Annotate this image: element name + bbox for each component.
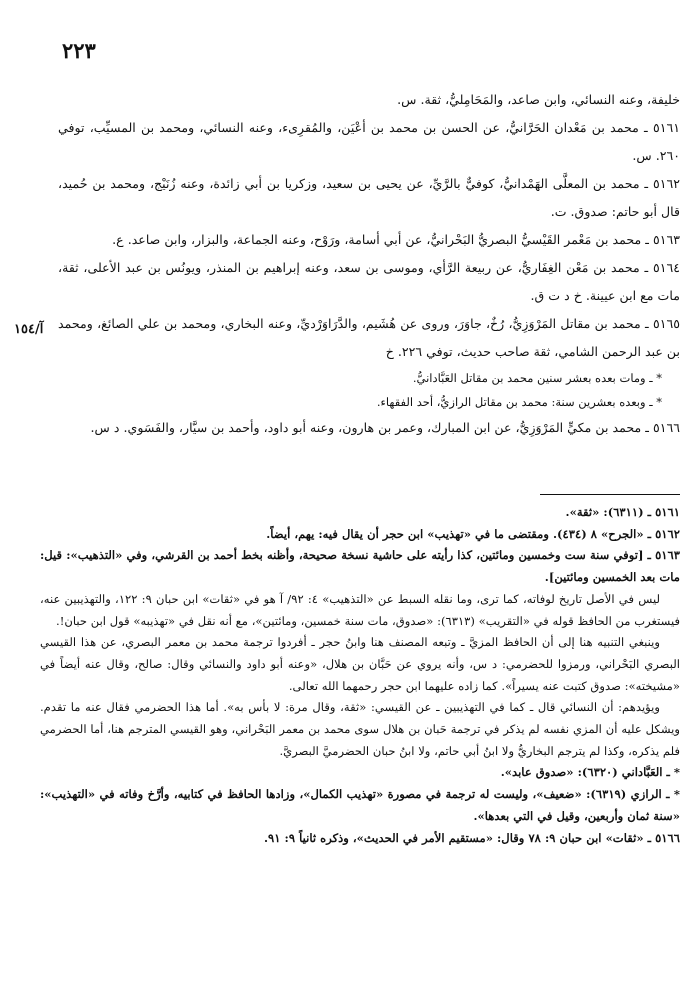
footnote-5166: ٥١٦٦ ـ «ثقات» ابن حبان ٩: ٧٨ وقال: «مستقيم الأمر في الحديث»، وذكره ثانياً ٩: ٩١.: [263, 830, 680, 845]
footnote-5163-para-1: ليس في الأصل تاريخ لوفاته، كما ترى، وما نقله السبط عن «التذهيب» ٤: ٩٢/ آ هو في «ثقات» ابن حبان ٩: ١٢٢، والتهذيبين عنه، فيستغرب من الحافظ قوله في «التقريب» (٦٣١٣): «صدوق، مات سنة خمسين، ومائتين»، مع أنه نقل في «تهذيبه» قول ابن حبان!.: [40, 591, 680, 628]
footnotes: [40, 502, 680, 849]
footnote-5163-para-3: ويؤيدهم: أن النسائي قال ـ كما في التهذيبين ـ عن القيسي: «ثقة، وقال مرة: لا بأس به». أما هذا الحضرمي فقال عنه ما تقدم. ويشكل عليه أن المزي نفسه لم يذكر في ترجمة حَبان بن هلال سوى محمد بن معمر البَحْراني، وهو القيسي المترجم هنا، أما الحضرمي فلم يذكره، وكذا لم يترجم البخاريُّ ولا ابنُ أبي حاتم، ولا ابنُ حبان الحضرميَّ البصريَّ.: [40, 700, 680, 758]
entry-5163: ٥١٦٣ ـ محمد بن مَعْمر القَيْسيُّ البصريُّ البَحْرانيُّ، عن أبي أسامة، ورَوْح، وعنه الجماعة، والبزار، وابن صاعد. ع.: [112, 232, 680, 247]
entry-5161: ٥١٦١ ـ محمد بن مَعْدان الحَرَّانيُّ، عن الحسن بن محمد بن أعْيَن، والمُقرِىء، وعنه النسائي، ومحمد بن المسيِّب، توفي ٢٦٠. س.: [58, 120, 680, 163]
footnote-5162: ٥١٦٢ ـ «الجرح» ٨ (٤٣٤). ومقتضى ما في «تهذيب» ابن حجر أن يقال فيه: يهم، أيضاً.: [266, 526, 680, 541]
entry-5166: ٥١٦٦ ـ محمد بن مكيٍّ المَرْوَزِيُّ، عن ابن المبارك، وعمر بن هارون، وعنه أبو داود، وأحمد بن سيَّار، والفَسَوي. د س.: [90, 420, 680, 435]
margin-folio-reference: آ/١٥٤: [14, 322, 44, 337]
entry-5165-note-1: * ـ ومات بعده بعشر سنين محمد بن مقاتل العَبَّادانيُّ.: [412, 371, 662, 385]
entry-continuation: خليفة، وعنه النسائي، وابن صاعد، والمَحَامِليُّ، ثقة. س.: [397, 92, 680, 107]
page-number: ٢٢٣: [62, 38, 96, 63]
footnote-5161: ٥١٦١ ـ (٦٣١١): «ثقة».: [565, 505, 680, 519]
footnote-divider: [540, 494, 680, 495]
footnote-5163-para-2: وينبغي التنبيه هنا إلى أن الحافظ المزيَّ ـ وتبعه المصنف هنا وابنُ حجر ـ أفردوا ترجمة محمد بن معمر البصري، عن هذا القيسي البصري البَحْراني، ورمزوا للحضرمي: د س، وأنه يروي عن حَبَّان بن هلال، «وعنه أبو داود والنسائي وقال: صالح، وقال عنه أيضاً في «مشيخته»: صدوق كتبت عنه يسيراً». كما زاده عليهما ابن حجر رحمهما الله تعالى.: [40, 635, 680, 693]
main-text: [58, 86, 680, 442]
footnote-5163: ٥١٦٣ ـ [توفي سنة ست وخمسين ومائتين، كذا رأيته على حاشية نسخة صحيحة، وأظنه بخط أحمد بن القرشي، وفي «التذهيب»: قيل: مات بعد الخمسين ومائتين].: [40, 548, 680, 585]
entry-5165-note-2: * ـ وبعده بعشرين سنة: محمد بن مقاتل الرازيُّ، أحد الفقهاء.: [376, 395, 662, 409]
footnote-razi: * ـ الرازي (٦٣١٩): «ضعيف»، وليست له ترجمة في مصورة «تهذيب الكمال»، وزادها الحافظ في كتابيه، وأرَّخ وفاته في «التهذيب»: «سنة ثمان وأربعين، وقيل في التي بعدها».: [40, 787, 680, 823]
entry-5164: ٥١٦٤ ـ محمد بن مَعْن الغِفَاريُّ، عن ربيعة الرَّأي، وموسى بن سعد، وعنه إبراهيم بن المنذر، ويونُس بن عبد الأعلى، ثقة، مات مع ابن عيينة. خ د ت ق.: [58, 260, 680, 303]
entry-5162: ٥١٦٢ ـ محمد بن المعلَّى الهَمْدانيُّ، كوفيٌّ بالرَّيِّ، عن يحيى بن سعيد، وزكريا بن أبي زائدة، وعنه زُنَيْج، ومحمد بن حُميد، قال أبو حاتم: صدوق. ت.: [58, 176, 680, 219]
footnote-abbadani: * ـ العَبَّاداني (٦٣٢٠): «صدوق عابد».: [500, 765, 680, 780]
entry-5165: ٥١٦٥ ـ محمد بن مقاتل المَرْوَزِيُّ، رُخٌ، جاوَرَ، وروى عن هُشَيم، والدَّرَاوَرْديِّ، وعنه البخاري، ومحمد بن علي الصائغ، ومحمد بن عبد الرحمن الشامي، ثقة صاحب حديث، توفي ٢٢٦. خ: [58, 316, 680, 359]
